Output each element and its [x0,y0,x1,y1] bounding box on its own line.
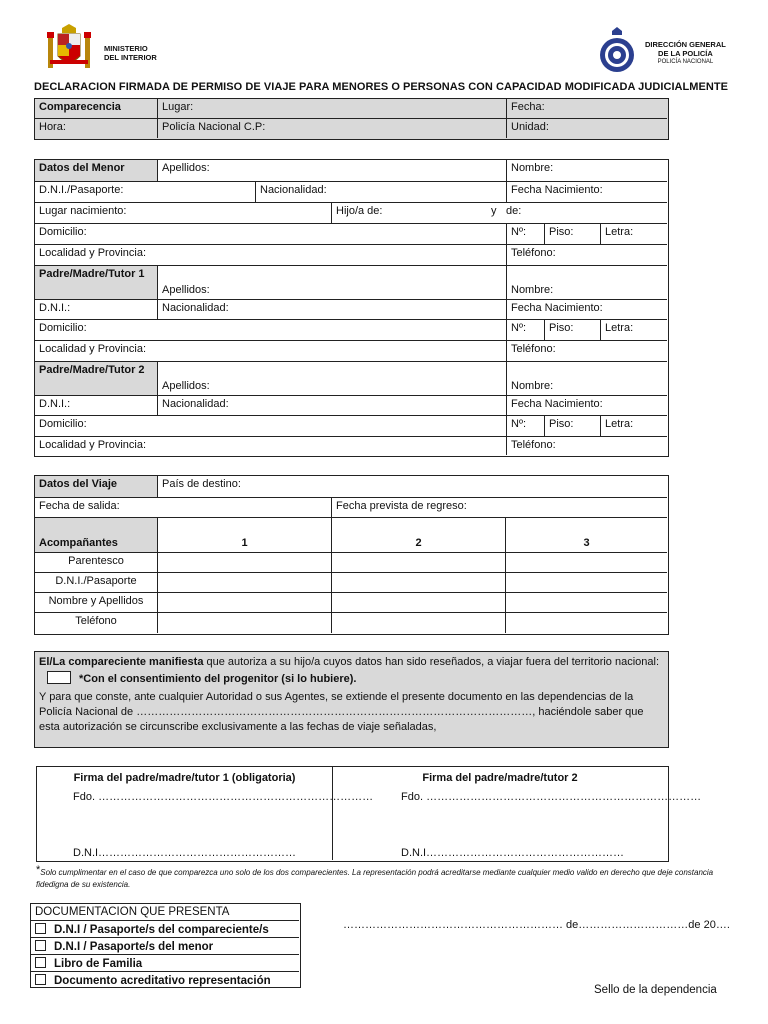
tutor1-nombre-field[interactable]: Nombre: [507,266,667,300]
tutor2-nombre-field[interactable]: Nombre: [507,362,667,396]
tutor1-letra-field[interactable]: Letra: [601,320,667,341]
doc-checkbox-icon[interactable] [35,940,46,951]
document-title: DECLARACION FIRMADA DE PERMISO DE VIAJE PARA MENORES O PERSONAS CON CAPACIDAD MODIFICADA JUDICIALMENTE [34,81,729,93]
menor-numero-field[interactable]: Nº: [507,224,545,245]
ministry-name: MINISTERIO DEL INTERIOR [104,44,157,62]
declaracion-text-2: Y para que conste, ante cualquier Autoridad o sus Agentes, se extiende el presente documento en las dependencias de la Policía Nacional de ………………………………………………………………………………………………, haciéndole saber que esta autorización se circunscribe exclusivamente a las fechas de viaje señaladas, [39,691,644,733]
footnote-star: * [36,864,41,876]
tutor2-dni-field[interactable]: D.N.I.: [35,396,158,416]
tutor2-domicilio-field[interactable]: Domicilio: [35,416,507,437]
tutor2-numero-field[interactable]: Nº: [507,416,545,437]
menor-telefono-field[interactable]: Teléfono: [507,245,667,266]
tutor2-fecha-nac-field[interactable]: Fecha Nacimiento: [507,396,667,416]
parentesco-1-field[interactable] [158,553,332,573]
declaracion-text-1-body: que autoriza a su hijo/a cuyos datos han sido reseñados, a viajar fuera del territorio nacional: [203,656,660,668]
acomp-dni-1-field[interactable] [158,573,332,593]
tutor1-fecha-nac-field[interactable]: Fecha Nacimiento: [507,300,667,320]
datos-viaje-table [34,475,669,635]
doc-checkbox-icon[interactable] [35,974,46,985]
doc-item-libro-familia[interactable] [31,955,299,972]
tutor1-piso-field[interactable]: Piso: [545,320,601,341]
menor-piso-field[interactable]: Piso: [545,224,601,245]
tutor1-numero-field[interactable]: Nº: [507,320,545,341]
tutor2-nacionalidad-field[interactable]: Nacionalidad: [158,396,507,416]
menor-dni-field[interactable]: D.N.I./Pasaporte: [35,182,256,203]
documentacion-table [30,903,301,988]
menor-localidad-field[interactable]: Localidad y Provincia: [35,245,507,266]
doc-item-label: Documento acreditativo representación [54,975,271,987]
declaracion-text-1 [39,655,664,670]
firma1-title: Firma del padre/madre/tutor 1 (obligatoria) [73,772,296,784]
acomp-telefono-3-field[interactable] [506,613,667,633]
y-label: y [491,205,497,217]
parentesco-2-field[interactable] [332,553,506,573]
acomp-telefono-1-field[interactable] [158,613,332,633]
footnote-text: Solo cumplimentar en el caso de que comparezca uno solo de los dos comparecientes. La representación podrá acreditarse mediante cualquier medio valido en derecho que deje constancia fidedigna de su existencia. [36,868,714,889]
firma2-box[interactable] [333,767,702,860]
tutor1-nacionalidad-field[interactable]: Nacionalidad: [158,300,507,320]
doc-checkbox-icon[interactable] [35,923,46,934]
doc-item-label: Libro de Familia [54,958,143,970]
acompanante-col-3: 3 [506,518,667,553]
doc-item-dni-menor[interactable] [31,938,299,955]
firma2-dni: D.N.I……………………………………………… [401,847,625,859]
comparecencia-label: Comparecencia [35,99,158,119]
tutor2-telefono-field[interactable]: Teléfono: [511,439,556,451]
acomp-telefono-2-field[interactable] [332,613,506,633]
menor-hijo-de-field[interactable] [332,203,667,224]
acomp-nombre-1-field[interactable] [158,593,332,613]
acomp-dni-3-field[interactable] [506,573,667,593]
fecha-regreso-field[interactable]: Fecha prevista de regreso: [332,498,667,518]
tutor1-domicilio-field[interactable]: Domicilio: [35,320,507,341]
police-badge-icon [598,27,636,77]
menor-domicilio-field[interactable]: Domicilio: [35,224,507,245]
tutor1-label: Padre/Madre/Tutor 1 [35,266,158,300]
tutor1-apellidos-field[interactable]: Apellidos: [158,266,507,300]
acomp-nombre-2-field[interactable] [332,593,506,613]
footnote [36,864,716,891]
sello-dependencia: Sello de la dependencia [594,984,717,996]
pais-destino-field[interactable]: País de destino: [158,476,667,498]
fecha-field[interactable]: Fecha: [507,99,667,119]
police-name: DIRECCIÓN GENERAL DE LA POLICÍA POLICÍA NACIONAL [645,40,726,65]
datos-menor-table [34,159,669,457]
tutor1-telefono-field[interactable]: Teléfono: [507,341,667,362]
parentesco-3-field[interactable] [506,553,667,573]
lugar-field[interactable]: Lugar: [158,99,507,119]
menor-fecha-nac-field[interactable]: Fecha Nacimiento: [507,182,667,203]
tutor1-localidad-field[interactable]: Localidad y Provincia: [35,341,507,362]
firma2-title: Firma del padre/madre/tutor 2 [422,772,578,784]
menor-nombre-field[interactable]: Nombre: [507,160,667,182]
hijo-de-label: Hijo/a de: [336,205,383,217]
menor-lugar-nac-field[interactable]: Lugar nacimiento: [35,203,332,224]
acomp-telefono-label: Teléfono [35,613,158,633]
acomp-dni-label: D.N.I./Pasaporte [35,573,158,593]
tutor2-localidad-field[interactable]: Localidad y Provincia: [35,437,507,455]
menor-letra-field[interactable]: Letra: [601,224,667,245]
fecha-linea[interactable]: …………………………………………………… de…………………………de 20…. [343,919,730,931]
spain-coat-of-arms-icon [44,24,94,74]
acompanante-col-2: 2 [332,518,506,553]
consent-line [39,671,664,687]
doc-item-representacion[interactable] [31,972,299,988]
datos-viaje-label: Datos del Viaje [35,476,158,498]
doc-item-label: D.N.I / Pasaporte/s del menor [54,941,214,953]
doc-checkbox-icon[interactable] [35,957,46,968]
tutor2-letra-field[interactable]: Letra: [601,416,667,437]
acomp-dni-2-field[interactable] [332,573,506,593]
tutor2-apellidos-field[interactable]: Apellidos: [158,362,507,396]
datos-menor-label: Datos del Menor [35,160,158,182]
firma2-fdo: Fdo. ………………………………………………………………… [401,791,702,803]
firma1-dni: D.N.I……………………………………………… [73,847,297,859]
documentacion-title: DOCUMENTACION QUE PRESENTA [31,904,299,921]
comparecencia-table [34,98,669,140]
firma1-fdo: Fdo. ………………………………………………………………… [73,791,374,803]
parentesco-label: Parentesco [35,553,158,573]
consent-text: *Con el consentimiento del progenitor (si lo hubiere). [79,673,357,685]
de-label: de: [506,205,522,217]
fecha-salida-field[interactable]: Fecha de salida: [35,498,332,518]
doc-item-label: D.N.I / Pasaporte/s del compareciente/s [54,924,269,936]
consent-checkbox[interactable] [47,671,71,684]
doc-item-dni-compareciente[interactable] [31,921,299,938]
acompanante-col-1: 1 [158,518,332,553]
menor-nacionalidad-field[interactable]: Nacionalidad: [256,182,507,203]
menor-apellidos-field[interactable]: Apellidos: [158,160,507,182]
unidad-field[interactable]: Unidad: [511,121,549,133]
acomp-nombre-label: Nombre y Apellidos [35,593,158,613]
hora-field[interactable]: Hora: [35,119,158,138]
tutor2-piso-field[interactable]: Piso: [545,416,601,437]
firma1-box[interactable] [37,767,374,860]
acompanantes-label: Acompañantes [35,518,158,553]
tutor1-dni-field[interactable]: D.N.I.: [35,300,158,320]
firmas-table [36,766,702,862]
tutor2-label: Padre/Madre/Tutor 2 [35,362,158,396]
declaracion-box [34,651,669,748]
policia-cp-field[interactable]: Policía Nacional C.P: [158,119,507,138]
acomp-nombre-3-field[interactable] [506,593,667,613]
declaracion-bold-start: El/La compareciente manifiesta [39,656,204,668]
